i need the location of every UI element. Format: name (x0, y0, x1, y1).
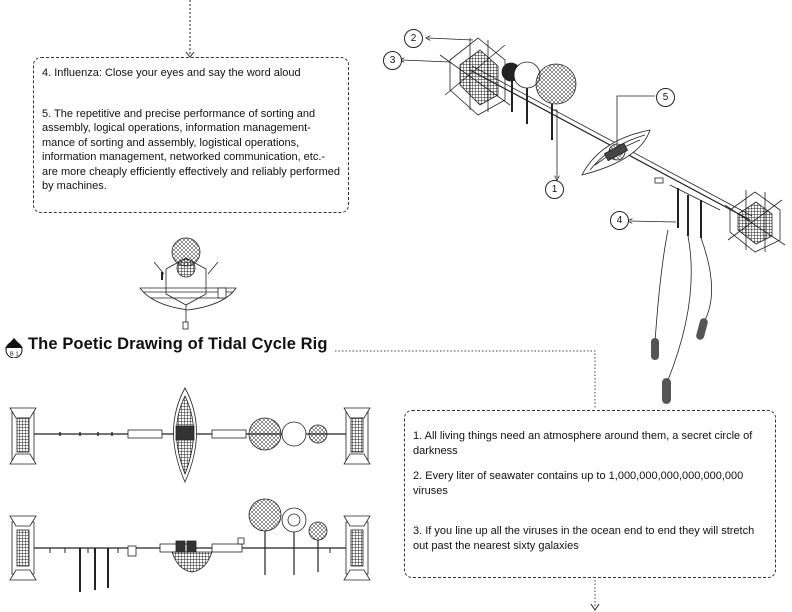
section-marker-icon (3, 336, 25, 358)
note-right-item-1: 1. All living things need an atmosphere around them, a secret circle of darkness (413, 430, 753, 457)
note-left (33, 57, 349, 213)
callout-5: 5 (656, 88, 675, 107)
front-view (140, 238, 236, 329)
note-right-item-3: 3. If you line up all the viruses in the ocean end to end they will stretch out past the nearest sixty galaxies (413, 525, 755, 552)
note-left-item-5: 5. The repetitive and precise performance of sorting and assembly, logical operations, information management-mance of sorting and assembly, logistical operations, information management, networked communication, etc.- are more cheaply efficiently effectively and reliably performed by machines. (42, 107, 340, 192)
note-left-item-4: 4. Influenza: Close your eyes and say the word aloud (42, 67, 301, 79)
plan-view (10, 388, 370, 482)
page-title: The Poetic Drawing of Tidal Cycle Rig (28, 335, 328, 353)
badge-left: B (10, 351, 14, 358)
elevation-view (10, 499, 370, 592)
callout-3: 3 (383, 51, 402, 70)
badge-right: 1 (15, 351, 19, 358)
note-right (404, 410, 776, 578)
callout-2: 2 (404, 29, 423, 48)
callout-4: 4 (610, 211, 629, 230)
callout-1: 1 (545, 180, 564, 199)
note-right-item-2: 2. Every liter of seawater contains up to 1,000,000,000,000,000,000 viruses (413, 470, 744, 497)
